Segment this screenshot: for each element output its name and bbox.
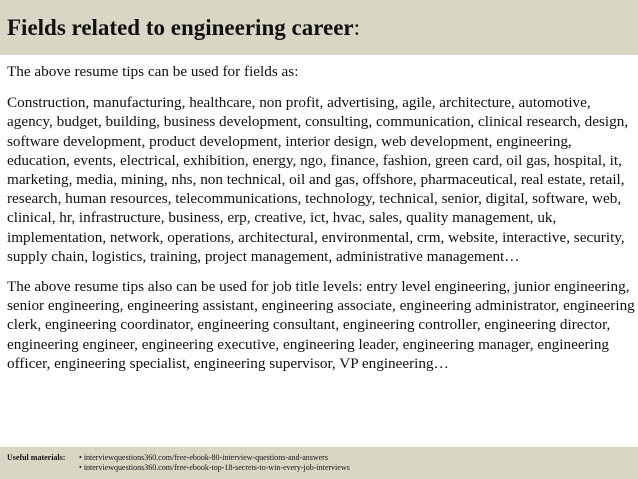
bullet-icon: • — [79, 463, 82, 472]
useful-materials-list — [79, 453, 350, 473]
useful-material-link-2[interactable]: interviewquestions360.com/free-ebook-top-18-secrets-to-win-every-job-interviews — [83, 463, 350, 472]
useful-material-item — [79, 453, 350, 463]
useful-material-link-1[interactable]: interviewquestions360.com/free-ebook-80-interview-questions-and-answers — [83, 453, 328, 462]
useful-materials-label: Useful materials: — [7, 453, 66, 462]
intro-text: The above resume tips can be used for fields as: — [7, 63, 299, 80]
title-bar — [0, 0, 638, 55]
slide-content — [7, 62, 635, 373]
job-levels-paragraph: The above resume tips also can be used for job title levels: entry level engineering, junior engineering, senior engineering, engineering assistant, engineering associate, engineering administrator, engineering clerk, engineering coordinator, engineering consultant, engineering controller, engineering director, engineering engineer, engineering executive, engineering leader, engineering manager, engineering officer, engineering specialist, engineering supervisor, VP engineering… — [7, 278, 635, 372]
slide-title-text: Fields related to engineering career — [7, 15, 354, 40]
footer — [0, 447, 638, 479]
useful-material-item — [79, 463, 350, 473]
useful-materials — [7, 453, 350, 473]
bullet-icon: • — [79, 453, 82, 462]
fields-paragraph: Construction, manufacturing, healthcare, non profit, advertising, agile, architecture, automotive, agency, budget, building, business development, consulting, communication, clinical research, design, software development, product development, interior design, web development, engineering, education, events, electrical, exhibition, energy, ngo, finance, fashion, green card, oil gas, hospital, it, marketing, media, mining, nhs, non technical, oil and gas, offshore, pharmaceutical, real estate, retail, research, human resources, telecommunications, technology, technical, senior, digital, software, web, clinical, hr, infrastructure, business, erp, creative, ict, hvac, sales, quality management, uk, implementation, network, operations, architectural, environmental, crm, website, interactive, security, supply chain, logistics, training, project management, administrative management… — [7, 94, 629, 265]
slide-title — [7, 14, 360, 41]
slide-title-colon: : — [353, 15, 360, 40]
